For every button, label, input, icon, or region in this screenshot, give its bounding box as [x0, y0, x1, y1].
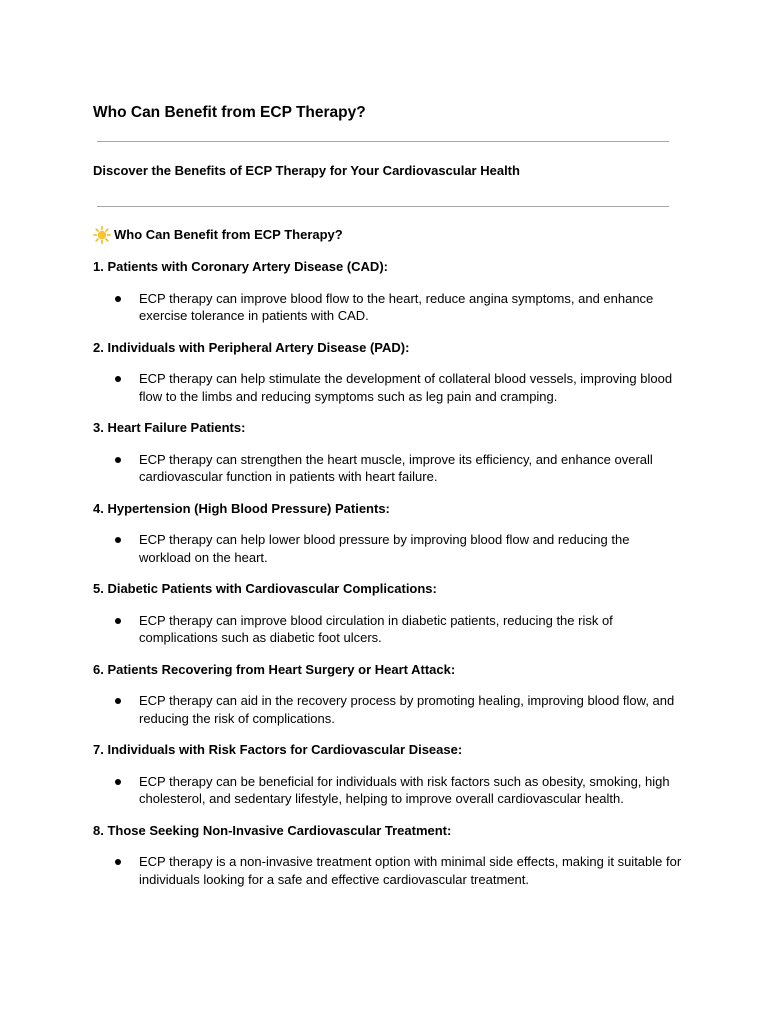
bullet-item — [93, 692, 683, 727]
bullet-list — [93, 612, 683, 647]
bullet-dot-icon — [115, 618, 121, 624]
bullet-item — [93, 531, 683, 566]
bullet-text: ECP therapy can help stimulate the development of collateral blood vessels, improving blood flow to the limbs and reducing symptoms such as leg pain and cramping. — [139, 371, 673, 404]
bullet-dot-icon — [115, 376, 121, 382]
bullet-text: ECP therapy can improve blood flow to the heart, reduce angina symptoms, and enhance exercise tolerance in patients with CAD. — [139, 290, 654, 323]
bullet-dot-icon — [115, 457, 121, 463]
section-heading: 7. Individuals with Risk Factors for Cardiovascular Disease: — [93, 742, 463, 757]
bullet-dot-icon — [115, 698, 121, 704]
intro-heading: Who Can Benefit from ECP Therapy? — [114, 227, 343, 243]
section-heading: 8. Those Seeking Non-Invasive Cardiovascular Treatment: — [93, 822, 452, 838]
divider-bottom — [97, 206, 669, 207]
section-6 — [93, 661, 683, 728]
bullet-list — [93, 773, 683, 808]
document-content — [93, 226, 683, 888]
bullet-list — [93, 853, 683, 888]
bullet-item — [93, 853, 683, 888]
section-8 — [93, 822, 683, 889]
section-5 — [93, 580, 683, 647]
bullet-item — [93, 451, 683, 486]
bullet-text: ECP therapy can help lower blood pressure by improving blood flow and reducing the workload on the heart. — [139, 532, 630, 565]
bullet-dot-icon — [115, 859, 121, 865]
bullet-item — [93, 370, 683, 405]
sections-list — [93, 258, 683, 888]
intro-heading-row — [93, 226, 683, 244]
bullet-list — [93, 451, 683, 486]
section-7 — [93, 741, 683, 808]
document-title: Who Can Benefit from ECP Therapy? — [93, 104, 366, 121]
section-1 — [93, 258, 683, 325]
section-heading: 3. Heart Failure Patients: — [93, 420, 246, 435]
bullet-item — [93, 773, 683, 808]
bullet-list — [93, 290, 683, 325]
bullet-list — [93, 692, 683, 727]
bullet-text: ECP therapy can improve blood circulation in diabetic patients, reducing the risk of complications such as diabetic foot ulcers. — [139, 612, 613, 645]
section-heading: 5. Diabetic Patients with Cardiovascular Complications: — [93, 581, 437, 596]
bullet-dot-icon — [115, 779, 121, 785]
sun-icon — [93, 226, 111, 244]
bullet-text: ECP therapy can aid in the recovery process by promoting healing, improving blood flow, and reducing the risk of complications. — [139, 693, 675, 726]
section-heading: 6. Patients Recovering from Heart Surgery or Heart Attack: — [93, 661, 456, 677]
section-heading: 1. Patients with Coronary Artery Disease (CAD): — [93, 259, 388, 274]
section-4 — [93, 500, 683, 567]
section-2 — [93, 339, 683, 406]
bullet-item — [93, 290, 683, 325]
bullet-item — [93, 612, 683, 647]
section-heading: 4. Hypertension (High Blood Pressure) Patients: — [93, 500, 390, 516]
bullet-text: ECP therapy can be beneficial for individuals with risk factors such as obesity, smoking, high cholesterol, and sedentary lifestyle, helping to improve overall cardiovascular health. — [139, 773, 670, 806]
document-subtitle: Discover the Benefits of ECP Therapy for Your Cardiovascular Health — [93, 163, 520, 178]
bullet-dot-icon — [115, 296, 121, 302]
section-3 — [93, 419, 683, 486]
bullet-list — [93, 370, 683, 405]
bullet-text: ECP therapy is a non-invasive treatment option with minimal side effects, making it suitable for individuals looking for a safe and effective cardiovascular treatment. — [139, 854, 682, 887]
bullet-text: ECP therapy can strengthen the heart muscle, improve its efficiency, and enhance overall cardiovascular function in patients with heart failure. — [139, 451, 653, 484]
bullet-dot-icon — [115, 537, 121, 543]
bullet-list — [93, 531, 683, 566]
section-heading: 2. Individuals with Peripheral Artery Disease (PAD): — [93, 339, 410, 355]
divider-top — [97, 141, 669, 142]
